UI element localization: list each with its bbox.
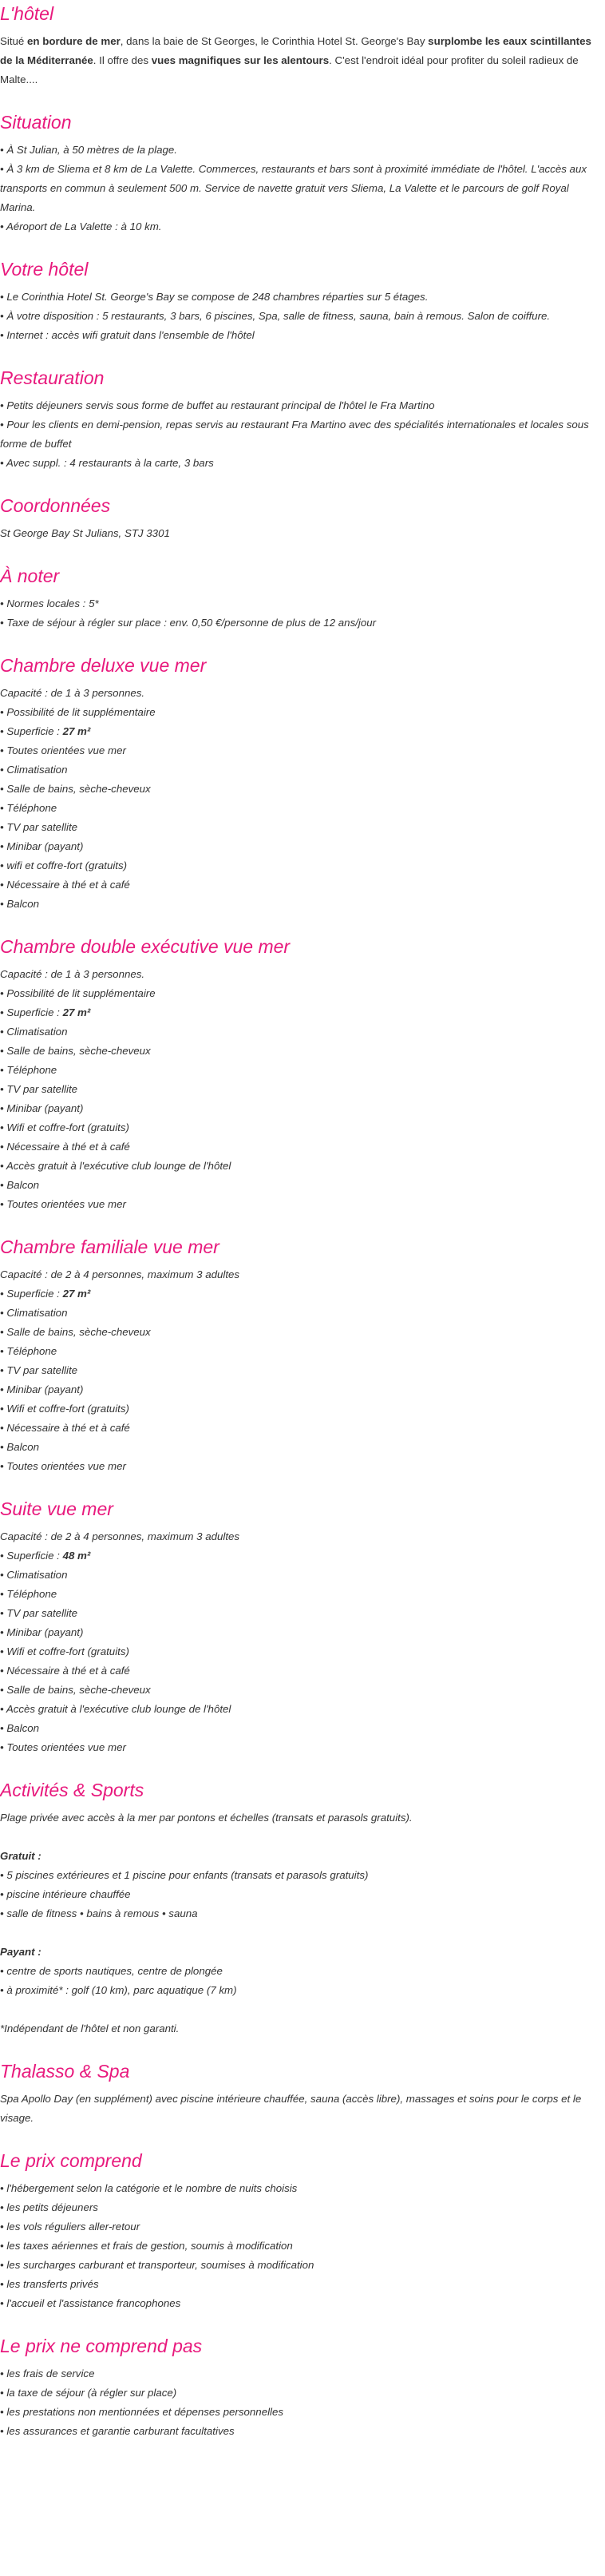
- section-thalasso: [0, 2059, 605, 2128]
- coordonnees-list: [0, 524, 605, 543]
- thalasso-list: [0, 2090, 605, 2128]
- section-restauration: [0, 366, 605, 473]
- list-item: • Minibar (payant): [0, 1102, 84, 1114]
- text-segment: , dans la baie de St Georges, le Corinthia Hotel St. George's Bay: [120, 35, 429, 47]
- list-item: • Wifi et coffre-fort (gratuits): [0, 1645, 129, 1657]
- section-title-prix-comprend: Le prix comprend: [0, 2150, 142, 2171]
- list-item-label: • Superficie :: [0, 1550, 63, 1562]
- section-title-chambre-double: Chambre double exécutive vue mer: [0, 936, 291, 957]
- section-a-noter: [0, 564, 605, 633]
- list-item: • Taxe de séjour à régler sur place : env. 0,50 €/personne de plus de 12 ans/jour: [0, 617, 377, 629]
- activites-gratuit-list: [0, 1866, 605, 1923]
- page: [0, 2, 605, 2441]
- list-item-label: • Superficie :: [0, 1006, 63, 1018]
- section-title-thalasso: Thalasso & Spa: [0, 2061, 130, 2082]
- list-item: • Salle de bains, sèche-cheveux: [0, 783, 151, 795]
- list-item: • Climatisation: [0, 1307, 68, 1319]
- bold-text: en bordure de mer: [27, 35, 121, 47]
- list-item: • Wifi et coffre-fort (gratuits): [0, 1121, 129, 1133]
- bold-text: vues magnifiques sur les alentours: [151, 54, 330, 66]
- section-chambre-familiale: [0, 1235, 605, 1476]
- votre-hotel-list: [0, 288, 605, 345]
- section-title-votre-hotel: Votre hôtel: [0, 259, 89, 280]
- list-item: • les petits déjeuners: [0, 2201, 98, 2213]
- list-item: [0, 722, 605, 741]
- section-title-situation: Situation: [0, 112, 72, 133]
- list-item: • Téléphone: [0, 1064, 57, 1076]
- list-item: • À St Julian, à 50 mètres de la plage.: [0, 144, 177, 156]
- restauration-list: [0, 396, 605, 473]
- section-prix-comprend: [0, 2149, 605, 2313]
- list-item: • Salle de bains, sèche-cheveux: [0, 1684, 151, 1696]
- section-title-hotel: L'hôtel: [0, 3, 54, 24]
- list-item: • Balcon: [0, 898, 40, 910]
- list-item: • TV par satellite: [0, 821, 78, 833]
- section-activites: [0, 1778, 605, 2038]
- section-chambre-deluxe: [0, 653, 605, 914]
- list-item: • Minibar (payant): [0, 1626, 84, 1638]
- list-item: • Nécessaire à thé et à café: [0, 1665, 130, 1677]
- list-item-value: 27 m²: [62, 1006, 91, 1018]
- section-title-activites: Activités & Sports: [0, 1780, 144, 1800]
- hotel-intro: [0, 32, 605, 89]
- list-item-label: • Superficie :: [0, 1288, 63, 1300]
- chambre-double-list: [0, 984, 605, 1214]
- section-chambre-double: [0, 935, 605, 1214]
- chambre-familiale-capacity: Capacité : de 2 à 4 personnes, maximum 3 adultes: [0, 1268, 240, 1280]
- text-segment: . C'est l'endroit idéal pour profiter du soleil radieux de Malte....: [0, 54, 579, 85]
- activites-payant-label: Payant :: [0, 1946, 42, 1958]
- list-item: • Pour les clients en demi-pension, repas servis au restaurant Fra Martino avec des spécialités internationales et locales sous forme de buffet: [0, 419, 589, 450]
- list-item: • l'hébergement selon la catégorie et le nombre de nuits choisis: [0, 2182, 298, 2194]
- list-item: • les taxes aériennes et frais de gestion, soumis à modification: [0, 2240, 293, 2252]
- chambre-deluxe-capacity: Capacité : de 1 à 3 personnes.: [0, 687, 145, 699]
- list-item: • Téléphone: [0, 1588, 57, 1600]
- list-item: • l'accueil et l'assistance francophones: [0, 2297, 181, 2309]
- list-item: • Salle de bains, sèche-cheveux: [0, 1326, 151, 1338]
- list-item: • les transferts privés: [0, 2278, 99, 2290]
- list-item: • les assurances et garantie carburant facultatives: [0, 2425, 235, 2437]
- list-item: [0, 1003, 605, 1022]
- list-item: • Toutes orientées vue mer: [0, 1741, 126, 1753]
- list-item: • Accès gratuit à l'exécutive club lounge de l'hôtel: [0, 1160, 231, 1172]
- list-item: • TV par satellite: [0, 1607, 78, 1619]
- section-title-prix-ne-comprend: Le prix ne comprend pas: [0, 2336, 203, 2356]
- section-title-coordonnees: Coordonnées: [0, 495, 111, 516]
- activites-payant-list: [0, 1962, 605, 2000]
- prix-ne-comprend-list: [0, 2364, 605, 2441]
- list-item-label: • Superficie :: [0, 725, 63, 737]
- list-item: St George Bay St Julians, STJ 3301: [0, 527, 170, 539]
- list-item: • Balcon: [0, 1179, 40, 1191]
- section-prix-ne-comprend: [0, 2334, 605, 2441]
- suite-list: [0, 1546, 605, 1757]
- list-item: • centre de sports nautiques, centre de plongée: [0, 1965, 223, 1977]
- section-title-chambre-familiale: Chambre familiale vue mer: [0, 1236, 219, 1257]
- suite-capacity: Capacité : de 2 à 4 personnes, maximum 3 adultes: [0, 1530, 240, 1542]
- section-title-suite: Suite vue mer: [0, 1498, 113, 1519]
- list-item-value: 27 m²: [62, 725, 91, 737]
- list-item: • Salle de bains, sèche-cheveux: [0, 1045, 151, 1057]
- list-item: • Nécessaire à thé et à café: [0, 879, 130, 891]
- list-item-value: 27 m²: [62, 1288, 91, 1300]
- list-item: • Toutes orientées vue mer: [0, 1198, 126, 1210]
- text-segment: Situé: [0, 35, 28, 47]
- list-item: • Le Corinthia Hotel St. George's Bay se compose de 248 chambres réparties sur 5 étages.: [0, 291, 429, 303]
- a-noter-list: [0, 594, 605, 633]
- situation-list: [0, 141, 605, 236]
- activites-note: *Indépendant de l'hôtel et non garanti.: [0, 2022, 180, 2034]
- list-item: • Accès gratuit à l'exécutive club lounge de l'hôtel: [0, 1703, 231, 1715]
- list-item: • Minibar (payant): [0, 1383, 84, 1395]
- section-title-restauration: Restauration: [0, 367, 105, 388]
- list-item: • les frais de service: [0, 2368, 95, 2380]
- list-item: [0, 1546, 605, 1566]
- list-item: • Balcon: [0, 1441, 40, 1453]
- prix-comprend-list: [0, 2179, 605, 2313]
- list-item: • TV par satellite: [0, 1083, 78, 1095]
- chambre-double-capacity: Capacité : de 1 à 3 personnes.: [0, 968, 145, 980]
- list-item: • Internet : accès wifi gratuit dans l'ensemble de l'hôtel: [0, 329, 255, 341]
- list-item: • TV par satellite: [0, 1364, 78, 1376]
- list-item: Spa Apollo Day (en supplément) avec piscine intérieure chauffée, sauna (accès libre), massages et soins pour le corps et le visage.: [0, 2093, 582, 2124]
- list-item: • Balcon: [0, 1722, 40, 1734]
- list-item: • 5 piscines extérieures et 1 piscine pour enfants (transats et parasols gratuits): [0, 1869, 369, 1881]
- list-item: • Minibar (payant): [0, 840, 84, 852]
- text-segment: . Il offre des: [93, 54, 152, 66]
- section-suite: [0, 1497, 605, 1757]
- section-situation: [0, 110, 605, 236]
- list-item: • la taxe de séjour (à régler sur place): [0, 2387, 177, 2399]
- list-item: • Climatisation: [0, 1569, 68, 1581]
- list-item: • Normes locales : 5*: [0, 597, 99, 609]
- list-item: • à proximité* : golf (10 km), parc aquatique (7 km): [0, 1984, 237, 1996]
- list-item: • Wifi et coffre-fort (gratuits): [0, 1403, 129, 1415]
- list-item: • Téléphone: [0, 802, 57, 814]
- list-item: • Climatisation: [0, 764, 68, 776]
- bold-text: surplombe les eaux scintillantes de la Méditerranée: [0, 35, 591, 66]
- list-item: • Possibilité de lit supplémentaire: [0, 706, 156, 718]
- list-item: • Nécessaire à thé et à café: [0, 1141, 130, 1153]
- section-title-a-noter: À noter: [0, 566, 60, 586]
- activites-gratuit-label: Gratuit :: [0, 1850, 42, 1862]
- list-item: • À votre disposition : 5 restaurants, 3 bars, 6 piscines, Spa, salle de fitness, sauna, bain à remous. Salon de coiffure.: [0, 310, 551, 322]
- list-item: • les prestations non mentionnées et dépenses personnelles: [0, 2406, 284, 2418]
- list-item: • les vols réguliers aller-retour: [0, 2221, 140, 2233]
- list-item-value: 48 m²: [62, 1550, 91, 1562]
- list-item: • Téléphone: [0, 1345, 57, 1357]
- list-item: • Possibilité de lit supplémentaire: [0, 987, 156, 999]
- list-item: • les surcharges carburant et transporteur, soumises à modification: [0, 2259, 314, 2271]
- list-item: [0, 1284, 605, 1304]
- list-item: • piscine intérieure chauffée: [0, 1888, 131, 1900]
- list-item: • salle de fitness • bains à remous • sauna: [0, 1907, 198, 1919]
- list-item: • Avec suppl. : 4 restaurants à la carte, 3 bars: [0, 457, 214, 469]
- hotel-intro-text: [0, 35, 591, 85]
- list-item: • Aéroport de La Valette : à 10 km.: [0, 220, 162, 232]
- section-title-chambre-deluxe: Chambre deluxe vue mer: [0, 655, 207, 676]
- section-coordonnees: [0, 494, 605, 543]
- section-votre-hotel: [0, 257, 605, 345]
- list-item: • Climatisation: [0, 1026, 68, 1038]
- list-item: • wifi et coffre-fort (gratuits): [0, 859, 128, 871]
- chambre-deluxe-list: [0, 703, 605, 914]
- list-item: • Toutes orientées vue mer: [0, 744, 126, 756]
- list-item: • À 3 km de Sliema et 8 km de La Valette. Commerces, restaurants et bars sont à proximité immédiate de l'hôtel. L'accès aux transports en commun à seulement 500 m. Service de navette gratuit vers Sliema, La Valette et le parcours de golf Royal Marina.: [0, 163, 587, 213]
- section-hotel: [0, 2, 605, 89]
- activites-intro: Plage privée avec accès à la mer par pontons et échelles (transats et parasols gratuits).: [0, 1812, 413, 1824]
- list-item: • Petits déjeuners servis sous forme de buffet au restaurant principal de l'hôtel le Fra Martino: [0, 399, 435, 411]
- chambre-familiale-list: [0, 1284, 605, 1476]
- list-item: • Nécessaire à thé et à café: [0, 1422, 130, 1434]
- list-item: • Toutes orientées vue mer: [0, 1460, 126, 1472]
